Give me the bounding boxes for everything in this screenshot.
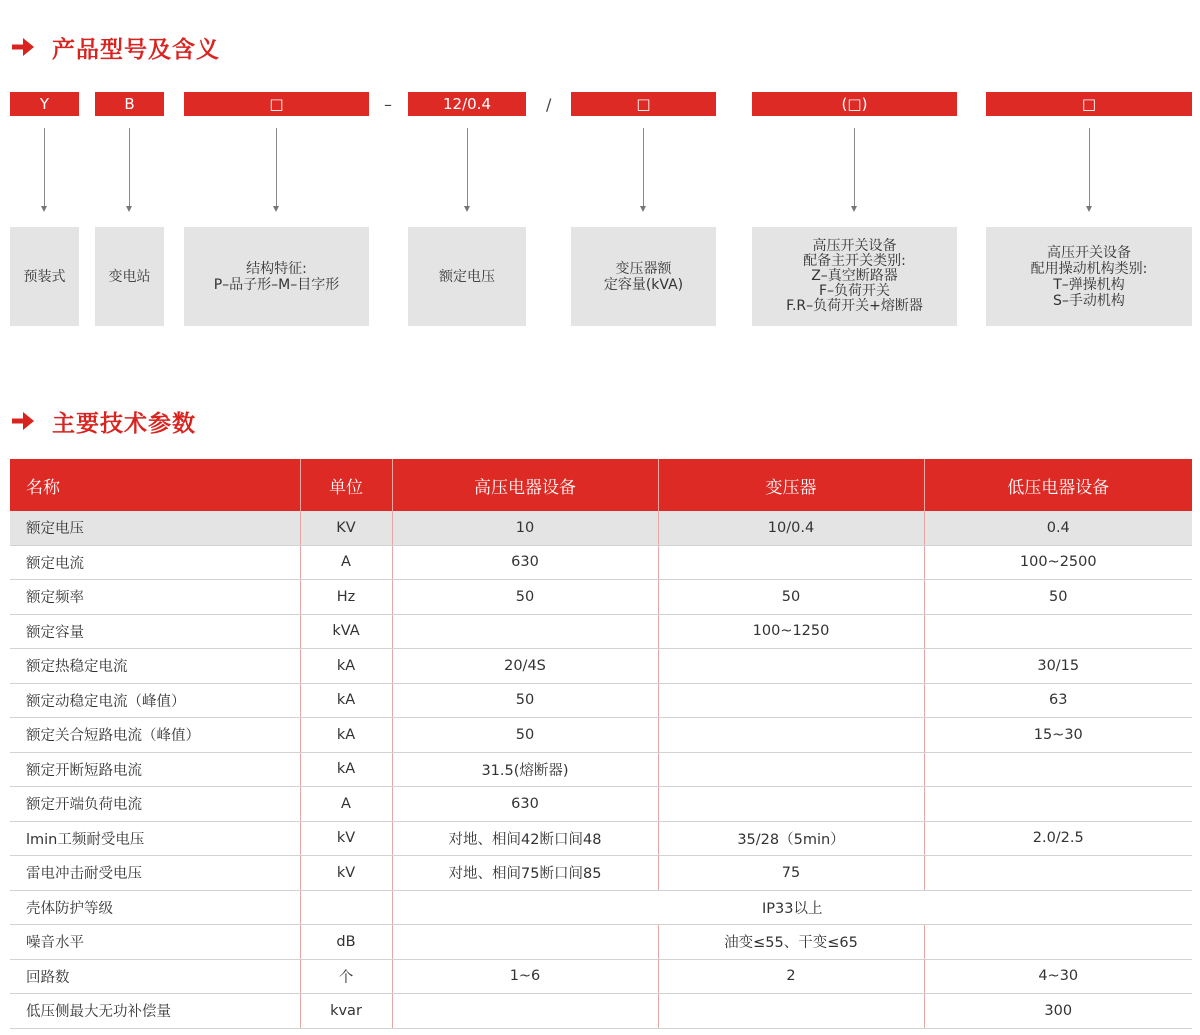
- column-header-lv: 低压电器设备: [924, 459, 1192, 511]
- param-name-cell: 额定开断短路电流: [10, 752, 300, 787]
- table-cell: 50: [392, 683, 658, 718]
- table-row: [10, 890, 1192, 925]
- model-desc-switch: [752, 227, 957, 326]
- table-row: [10, 511, 1192, 545]
- table-cell: [392, 994, 658, 1029]
- model-code-y: Y: [10, 92, 79, 116]
- param-name-cell: 额定电流: [10, 545, 300, 580]
- table-cell: [392, 614, 658, 649]
- table-cell: 2: [658, 959, 924, 994]
- table-cell: kA: [300, 649, 392, 684]
- table-cell: KV: [300, 511, 392, 545]
- table-cell: [924, 856, 1192, 891]
- tech-params-table: [10, 459, 1192, 1029]
- model-desc-voltage: [408, 227, 526, 326]
- table-cell: 20/4S: [392, 649, 658, 684]
- table-cell: 63: [924, 683, 1192, 718]
- column-header-hv: 高压电器设备: [392, 459, 658, 511]
- table-cell: 100~1250: [658, 614, 924, 649]
- column-header-name: 名称: [10, 459, 300, 511]
- param-name-cell: 低压侧最大无功补偿量: [10, 994, 300, 1029]
- table-cell: [658, 683, 924, 718]
- model-code-b: B: [95, 92, 164, 116]
- table-cell: 4~30: [924, 959, 1192, 994]
- model-code-voltage: 12/0.4: [408, 92, 526, 116]
- param-name-cell: 额定频率: [10, 580, 300, 615]
- param-name-cell: 回路数: [10, 959, 300, 994]
- table-cell: 1~6: [392, 959, 658, 994]
- arrow-right-icon: [10, 36, 36, 58]
- model-separator-slash: /: [546, 94, 552, 114]
- table-row: [10, 787, 1192, 822]
- table-row: [10, 925, 1192, 960]
- table-cell: 0.4: [924, 511, 1192, 545]
- table-cell: [658, 752, 924, 787]
- down-arrow-icon: [129, 128, 130, 206]
- section-title-params: [10, 405, 196, 437]
- desc-line: S–手动机构: [1053, 292, 1125, 309]
- table-row: [10, 994, 1192, 1029]
- desc-line: F–负荷开关: [818, 283, 891, 299]
- param-name-cell: 额定关合短路电流（峰值）: [10, 718, 300, 753]
- table-cell: kV: [300, 856, 392, 891]
- table-cell: kA: [300, 718, 392, 753]
- table-cell: 35/28（5min）: [658, 821, 924, 856]
- table-row: [10, 856, 1192, 891]
- down-arrow-icon: [643, 128, 644, 206]
- column-header-transformer: 变压器: [658, 459, 924, 511]
- table-cell: [658, 718, 924, 753]
- table-row: [10, 718, 1192, 753]
- table-cell: [924, 614, 1192, 649]
- table-cell: [392, 925, 658, 960]
- table-cell: 100~2500: [924, 545, 1192, 580]
- table-cell: [924, 752, 1192, 787]
- table-cell: 15~30: [924, 718, 1192, 753]
- param-name-cell: 额定开端负荷电流: [10, 787, 300, 822]
- arrow-right-icon: [10, 410, 36, 432]
- table-cell: 个: [300, 959, 392, 994]
- table-cell: A: [300, 787, 392, 822]
- model-desc-mechanism: [986, 227, 1192, 326]
- table-cell: [658, 787, 924, 822]
- table-row: [10, 649, 1192, 684]
- model-code-structure: □: [184, 92, 369, 116]
- table-cell: 50: [392, 718, 658, 753]
- table-row: [10, 752, 1192, 787]
- model-code-switch: (□): [752, 92, 957, 116]
- param-name-cell: 额定热稳定电流: [10, 649, 300, 684]
- table-header-row: [10, 459, 1192, 511]
- table-cell: 50: [924, 580, 1192, 615]
- table-cell: [924, 925, 1192, 960]
- param-name-cell: lmin工频耐受电压: [10, 821, 300, 856]
- table-cell: A: [300, 545, 392, 580]
- down-arrow-icon: [276, 128, 277, 206]
- table-cell: 75: [658, 856, 924, 891]
- desc-line: 定容量(kVA): [603, 276, 684, 293]
- param-name-cell: 噪音水平: [10, 925, 300, 960]
- model-desc-capacity: [571, 227, 716, 326]
- table-cell: 31.5(熔断器): [392, 752, 658, 787]
- desc-line: 结构特征:: [246, 260, 307, 277]
- table-cell: 10: [392, 511, 658, 545]
- table-cell: [658, 545, 924, 580]
- table-cell: 30/15: [924, 649, 1192, 684]
- model-code-capacity: □: [571, 92, 716, 116]
- desc-line: 高压开关设备: [1047, 244, 1131, 261]
- table-cell: [924, 787, 1192, 822]
- section-title-model: [10, 31, 220, 63]
- model-separator-dash: –: [384, 94, 392, 114]
- desc-line: 配用操动机构类别:: [1030, 260, 1148, 277]
- table-row: [10, 614, 1192, 649]
- column-header-unit: 单位: [300, 459, 392, 511]
- table-cell: 对地、相间75断口间85: [392, 856, 658, 891]
- table-cell: 300: [924, 994, 1192, 1029]
- section-title-text: 产品型号及含义: [52, 36, 220, 63]
- table-row: [10, 545, 1192, 580]
- desc-line: 额定电压: [439, 268, 495, 285]
- desc-line: T–弹操机构: [1053, 276, 1125, 293]
- table-cell: 2.0/2.5: [924, 821, 1192, 856]
- desc-line: 变电站: [108, 268, 151, 285]
- table-cell: IP33以上: [392, 890, 1192, 925]
- table-cell: kA: [300, 683, 392, 718]
- model-desc-type: [10, 227, 79, 326]
- param-name-cell: 额定电压: [10, 511, 300, 545]
- param-name-cell: 额定容量: [10, 614, 300, 649]
- table-cell: 630: [392, 545, 658, 580]
- desc-line: 预装式: [23, 268, 66, 285]
- desc-line: Z–真空断路器: [811, 268, 898, 284]
- table-cell: 10/0.4: [658, 511, 924, 545]
- table-cell: kvar: [300, 994, 392, 1029]
- table-cell: dB: [300, 925, 392, 960]
- table-cell: Hz: [300, 580, 392, 615]
- desc-line: 配备主开关类别:: [803, 253, 906, 269]
- table-cell: 50: [392, 580, 658, 615]
- table-cell: [658, 994, 924, 1029]
- param-name-cell: 雷电冲击耐受电压: [10, 856, 300, 891]
- down-arrow-icon: [467, 128, 468, 206]
- table-cell: 50: [658, 580, 924, 615]
- param-name-cell: 壳体防护等级: [10, 890, 300, 925]
- table-cell: kA: [300, 752, 392, 787]
- desc-line: 变压器额: [615, 260, 672, 277]
- table-cell: [658, 649, 924, 684]
- table-cell: 油变≤55、干变≤65: [658, 925, 924, 960]
- model-desc-structure: [184, 227, 369, 326]
- desc-line: P–品子形–M–目字形: [213, 276, 340, 293]
- table-cell: kVA: [300, 614, 392, 649]
- table-row: [10, 821, 1192, 856]
- table-cell: 630: [392, 787, 658, 822]
- table-row: [10, 959, 1192, 994]
- table-cell: 对地、相间42断口间48: [392, 821, 658, 856]
- down-arrow-icon: [854, 128, 855, 206]
- model-desc-station: [95, 227, 164, 326]
- table-row: [10, 683, 1192, 718]
- desc-line: F.R–负荷开关+熔断器: [786, 298, 923, 314]
- section-title-text: 主要技术参数: [52, 410, 196, 437]
- param-name-cell: 额定动稳定电流（峰值）: [10, 683, 300, 718]
- desc-line: 高压开关设备: [812, 238, 897, 254]
- table-cell: kV: [300, 821, 392, 856]
- model-code-mechanism: □: [986, 92, 1192, 116]
- table-cell: [300, 890, 392, 925]
- table-row: [10, 580, 1192, 615]
- down-arrow-icon: [1089, 128, 1090, 206]
- down-arrow-icon: [44, 128, 45, 206]
